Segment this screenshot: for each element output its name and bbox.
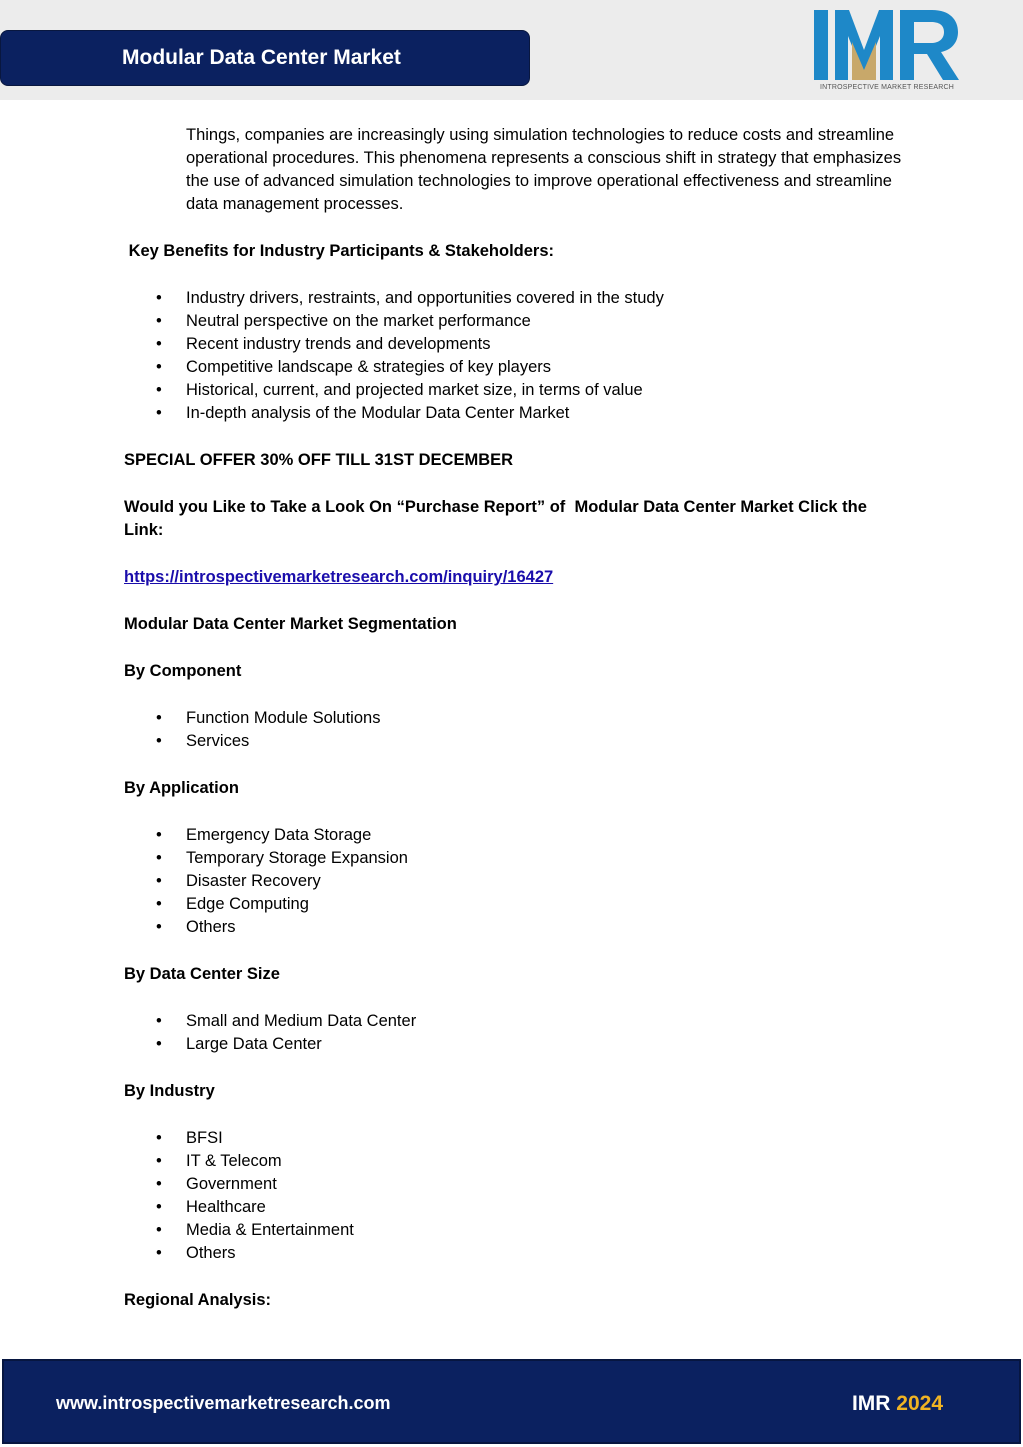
list-item: • Function Module Solutions [186, 707, 904, 730]
by-application-list [124, 824, 904, 939]
purchase-prompt: Would you Like to Take a Look On “Purchase Report” of Modular Data Center Market Click the Link: [124, 498, 872, 539]
list-item: • Neutral perspective on the market performance [186, 310, 904, 333]
list-item: • Temporary Storage Expansion [186, 847, 904, 870]
list-item: • Historical, current, and projected market size, in terms of value [186, 379, 904, 402]
list-item: • In-depth analysis of the Modular Data Center Market [186, 402, 904, 425]
page-title-banner [0, 30, 530, 86]
by-application-heading: By Application [124, 779, 239, 797]
list-item: • Healthcare [186, 1196, 904, 1219]
by-industry-list [124, 1127, 904, 1265]
list-item: • Others [186, 916, 904, 939]
regional-heading: Regional Analysis: [124, 1291, 272, 1309]
key-benefits-heading: Key Benefits for Industry Participants & Stakeholders: [124, 242, 555, 260]
by-component-heading: By Component [124, 662, 242, 680]
footer-brand-name: IMR [851, 1392, 891, 1415]
list-item: • Disaster Recovery [186, 870, 904, 893]
intro-paragraph: Things, companies are increasingly using simulation technologies to reduce costs and streamline operational procedures. This phenomena represents a conscious shift in strategy that emphasizes the use of advanced simulation technologies to improve operational effectiveness and streamline data management processes. [186, 126, 902, 213]
list-item: • Small and Medium Data Center [186, 1010, 904, 1033]
footer-year: 2024 [896, 1392, 943, 1415]
list-item: • Services [186, 730, 904, 753]
list-item: • Industry drivers, restraints, and opportunities covered in the study [186, 287, 904, 310]
segmentation-heading: Modular Data Center Market Segmentation [124, 615, 457, 633]
list-item: • Competitive landscape & strategies of key players [186, 356, 904, 379]
list-item: • BFSI [186, 1127, 904, 1150]
by-industry-heading: By Industry [124, 1082, 215, 1100]
list-item: • Government [186, 1173, 904, 1196]
document-body [124, 124, 904, 1312]
footer-brand [852, 1392, 943, 1416]
footer-website: www.introspectivemarketresearch.com [56, 1393, 391, 1413]
inquiry-link[interactable]: https://introspectivemarketresearch.com/inquiry/16427 [124, 568, 554, 586]
logo-subtitle: INTROSPECTIVE MARKET RESEARCH [819, 84, 955, 91]
list-item: • Large Data Center [186, 1033, 904, 1056]
list-item: • Media & Entertainment [186, 1219, 904, 1242]
list-item: • Recent industry trends and developments [186, 333, 904, 356]
by-size-heading: By Data Center Size [124, 965, 280, 983]
list-item: • Others [186, 1242, 904, 1265]
footer-banner [2, 1359, 1021, 1444]
list-item: • Emergency Data Storage [186, 824, 904, 847]
page-title: Modular Data Center Market [122, 46, 401, 69]
by-size-list [124, 1010, 904, 1056]
list-item: • IT & Telecom [186, 1150, 904, 1173]
list-item: • Edge Computing [186, 893, 904, 916]
by-component-list [124, 707, 904, 753]
key-benefits-list [124, 287, 904, 425]
special-offer: SPECIAL OFFER 30% OFF TILL 31ST DECEMBER [124, 451, 514, 469]
